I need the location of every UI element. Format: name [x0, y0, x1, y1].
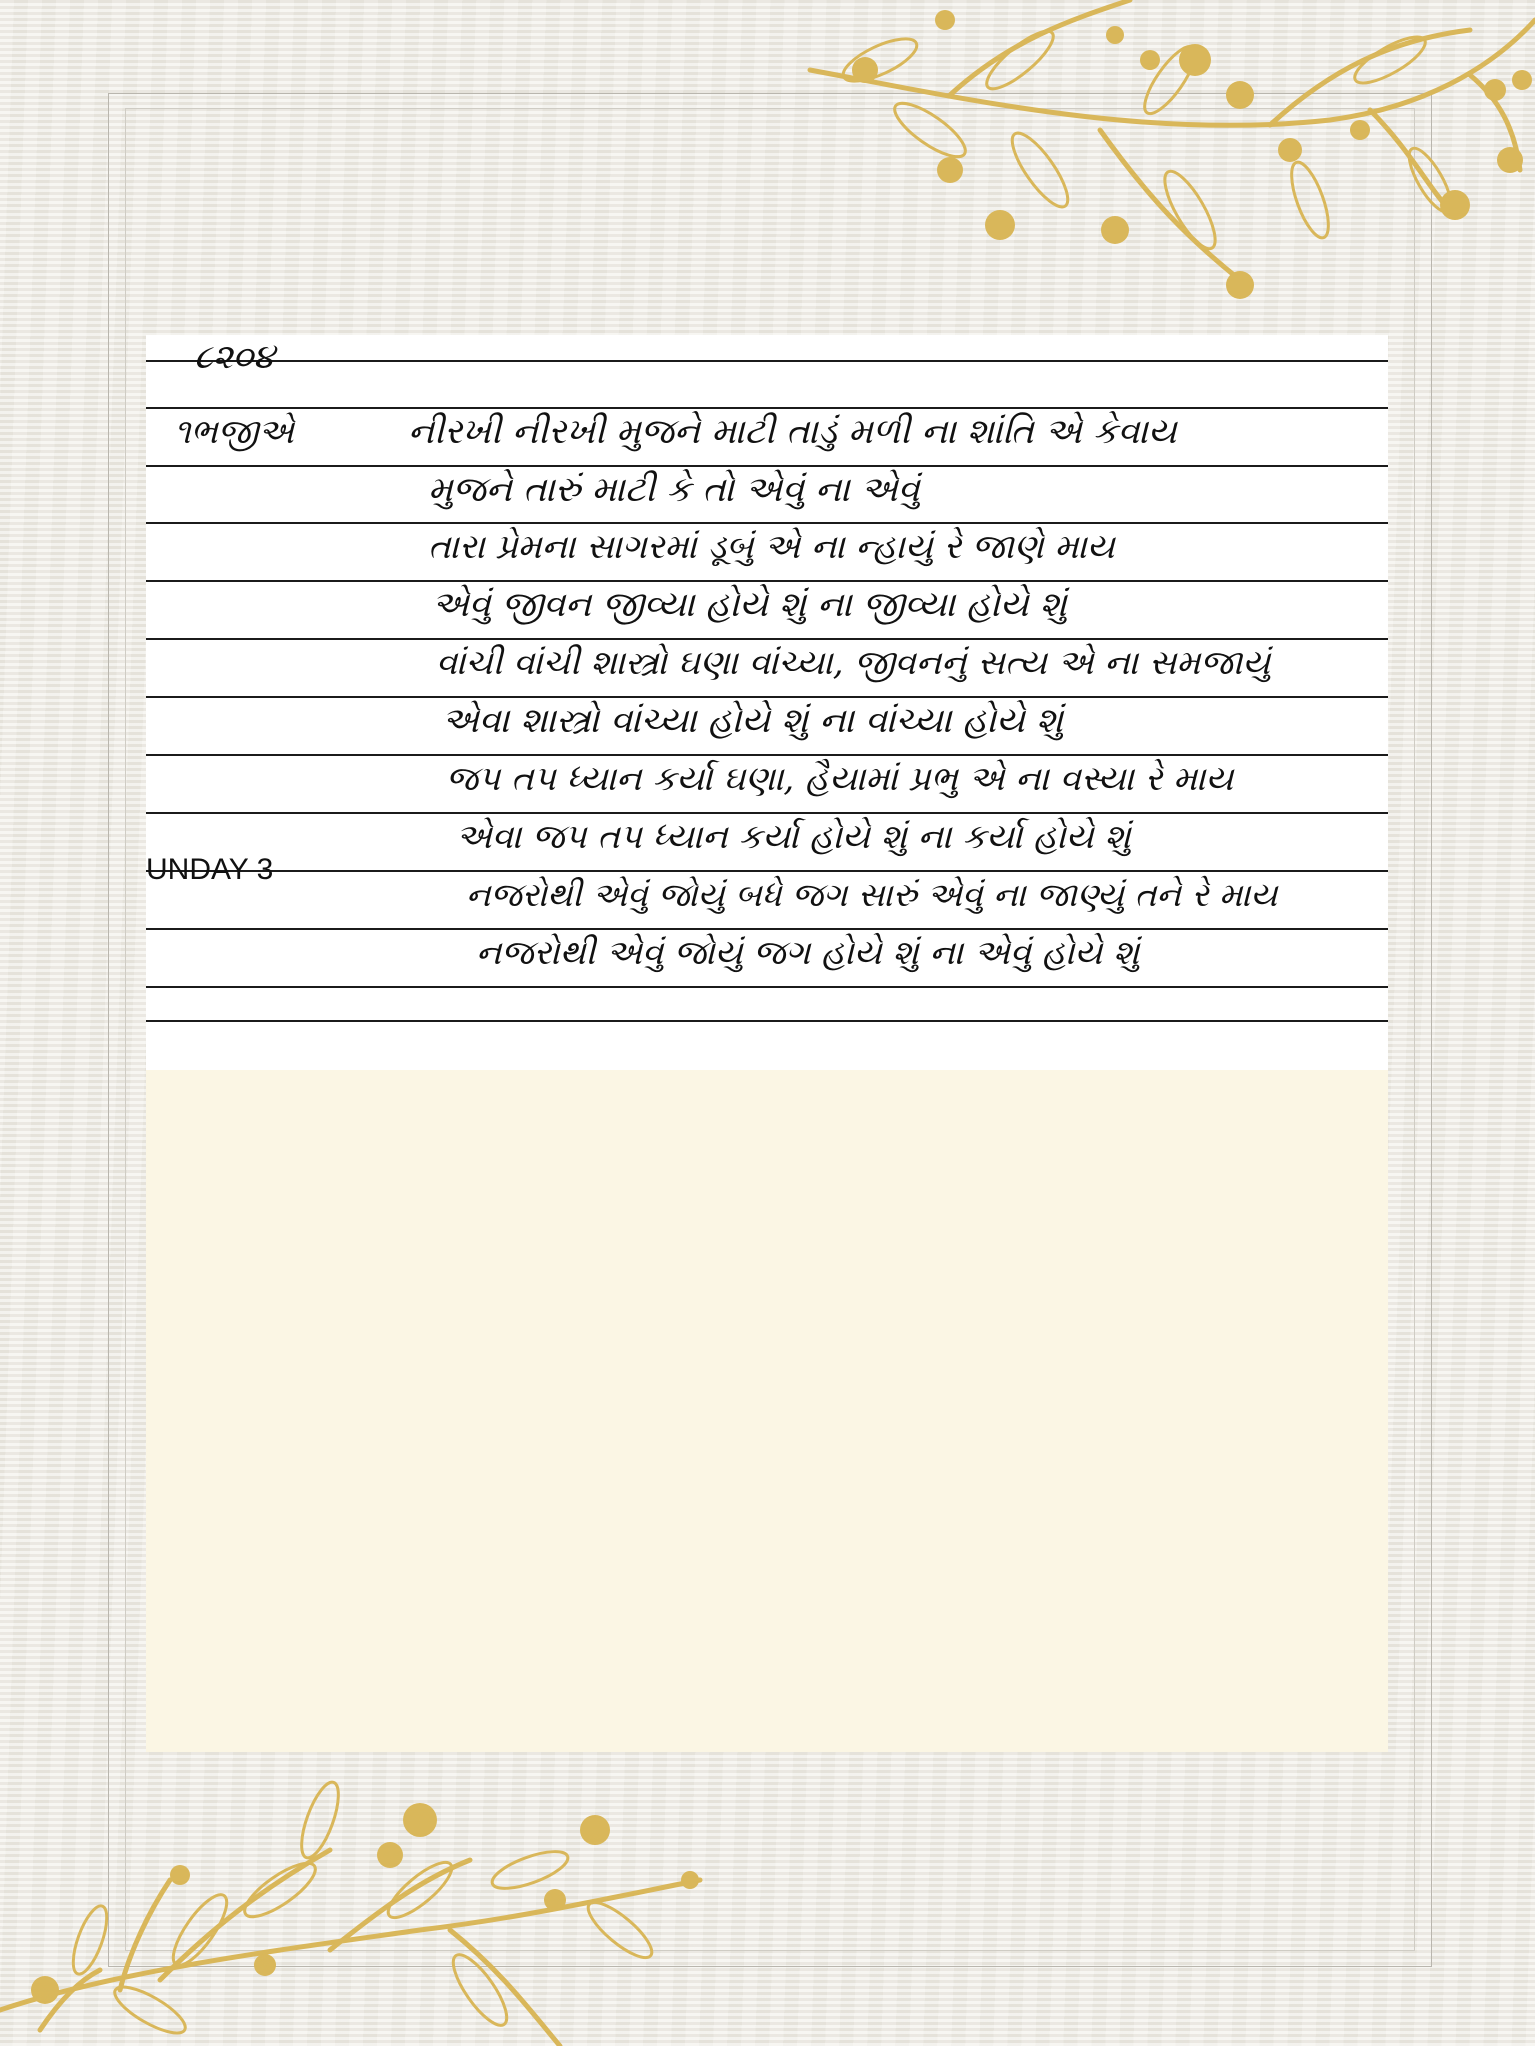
ruled-line — [146, 638, 1388, 640]
handwritten-line: વાંચી વાંચી શાસ્ત્રો ઘણા વાંચ્યા, જીવનનું સત્ય એ ના સમજાયું — [436, 643, 1271, 683]
handwritten-line: નીરખી નીરખી મુજને માટી તાડું મળી ના શાંતિ એ કેવાય — [408, 412, 1177, 452]
ruled-line — [146, 986, 1388, 988]
day-label: UNDAY 3 — [146, 853, 274, 886]
handwritten-heading: ૧ભજીએ — [174, 412, 295, 452]
gold-leaf-branch-bottom-left-icon — [0, 1780, 780, 2046]
ruled-line — [146, 870, 1388, 872]
handwritten-line: એવા જપ તપ ધ્યાન કર્યા હોયે શું ના કર્યા હોયે શું — [456, 817, 1131, 857]
handwritten-line: એવા શાસ્ત્રો વાંચ્યા હોયે શું ના વાંચ્યા હોયે શું — [442, 701, 1064, 741]
ruled-line — [146, 407, 1388, 409]
gold-leaf-branch-top-right-icon — [770, 0, 1535, 310]
ruled-line — [146, 754, 1388, 756]
handwritten-line: નજરોથી એવું જોયું જગ હોયે શું ના એવું હોયે શું — [476, 933, 1140, 973]
ruled-line — [146, 812, 1388, 814]
handwritten-line: તારા પ્રેમના સાગરમાં ડૂબું એ ના ન્હાયું રે જાણે માય — [428, 527, 1115, 567]
notes-area — [146, 1070, 1388, 1752]
ruled-line — [146, 1020, 1388, 1022]
handwritten-line: એવું જીવન જીવ્યા હોયે શું ના જીવ્યા હોયે શું — [432, 585, 1067, 625]
notebook-page — [146, 335, 1388, 1070]
ruled-line — [146, 696, 1388, 698]
ruled-line — [146, 580, 1388, 582]
handwritten-line: જપ તપ ધ્યાન કર્યા ઘણા, હૈયામાં પ્રભુ એ ના વસ્યા રે માય — [446, 759, 1234, 799]
handwritten-line: નજરોથી એવું જોયું બધે જગ સારું એવું ના જાણ્યું તને રે માય — [466, 875, 1278, 914]
ruled-line — [146, 928, 1388, 930]
handwritten-line: મુજને તારું માટી કે તો એવું ના એવું — [428, 470, 920, 510]
ruled-line — [146, 465, 1388, 467]
ruled-line — [146, 360, 1388, 362]
handwritten-date: ૮૨૦૪ — [194, 337, 275, 377]
ruled-line — [146, 522, 1388, 524]
